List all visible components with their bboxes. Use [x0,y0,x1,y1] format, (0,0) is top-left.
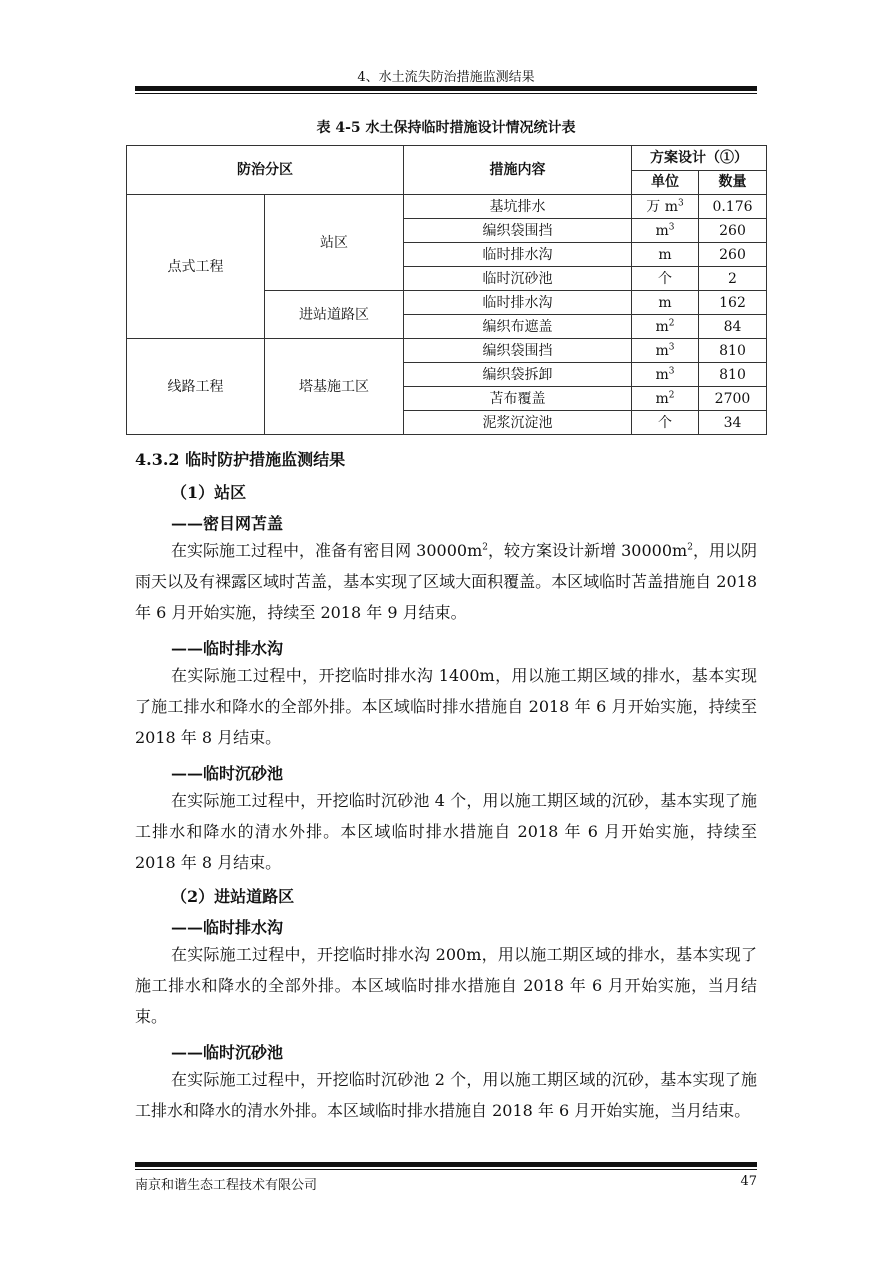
cell-unit: $m^3$ [632,219,699,243]
cell-measure: 编织袋围挡 [404,339,632,363]
item-title-road-drainage-ditch: ——临时排水沟 [171,918,284,937]
footer-rule-thick [135,1162,757,1167]
cell-quantity: 260 [699,219,767,243]
cell-unit: $m^3$ [632,363,699,387]
cell-unit: m [632,243,699,267]
cell-unit: $m^2$ [632,387,699,411]
cell-quantity: 260 [699,243,767,267]
paragraph-mesh-cover: 在实际施工过程中，准备有密目网 $30000m^2$，较方案设计新增 $30000m^2$，用以阴雨天以及有裸露区域时苫盖，基本实现了区域大面积覆盖。本区域临时苫盖措施自 2018 年 6 月开始实施，持续至 2018 年 9 月结束。 [135,541,757,622]
page-header-title: 4、水土流失防治措施监测结果 [357,70,535,85]
design-table [126,145,767,435]
group-tower: 塔基施工区 [265,339,404,435]
header-design: 方案设计（①） [632,146,767,171]
cell-measure: 编织袋围挡 [404,219,632,243]
header-unit: 单位 [632,170,699,195]
item-title-mesh-cover: ——密目网苫盖 [171,514,284,533]
table-caption: 表 4-5 水土保持临时措施设计情况统计表 [316,120,576,136]
header-rule-thick [135,86,757,91]
cell-measure: 苫布覆盖 [404,387,632,411]
footer-company: 南京和谐生态工程技术有限公司 [135,1178,318,1193]
item-title-road-sediment-pond: ——临时沉砂池 [171,1043,284,1062]
cell-quantity: 2 [699,267,767,291]
cell-quantity: 810 [699,339,767,363]
section-title: 4.3.2 临时防护措施监测结果 [135,450,346,469]
table-row [127,339,767,363]
group-point: 点式工程 [127,195,265,339]
paragraph-sediment-pond: 在实际施工过程中，开挖临时沉砂池 4 个，用以施工期区域的沉砂，基本实现了施工排水和降水的清水外排。本区域临时排水措施自 2018 年 6 月开始实施，持续至 2018 年 8 月结束。 [135,791,757,872]
group-station: 站区 [265,195,404,291]
subsection-station: （1）站区 [171,483,247,502]
paragraph-road-sediment-pond: 在实际施工过程中，开挖临时沉砂池 2 个，用以施工期区域的沉砂，基本实现了施工排水和降水的清水外排。本区域临时排水措施自 2018 年 6 月开始实施，当月结束。 [135,1070,757,1120]
group-road: 进站道路区 [265,291,404,339]
cell-quantity: 162 [699,291,767,315]
cell-quantity: 0.176 [699,195,767,219]
header-measure: 措施内容 [404,146,632,195]
paragraph-road-drainage-ditch: 在实际施工过程中，开挖临时排水沟 200m，用以施工期区域的排水，基本实现了施工排水和降水的全部外排。本区域临时排水措施自 2018 年 6 月开始实施，当月结束。 [135,945,757,1026]
table-row [127,195,767,219]
table-header-row [127,146,767,171]
footer-rule-thin [135,1169,757,1170]
cell-measure: 临时排水沟 [404,291,632,315]
cell-unit: $m^2$ [632,315,699,339]
cell-quantity: 34 [699,411,767,435]
subsection-access-road: （2）进站道路区 [171,887,295,906]
cell-quantity: 810 [699,363,767,387]
cell-unit: $m^3$ [632,339,699,363]
header-rule-thin [135,93,757,94]
page-number: 47 [740,1174,757,1189]
header-quantity: 数量 [699,170,767,195]
cell-measure: 编织袋拆卸 [404,363,632,387]
cell-measure: 编织布遮盖 [404,315,632,339]
cell-quantity: 2700 [699,387,767,411]
cell-unit: 个 [632,411,699,435]
cell-unit: m [632,291,699,315]
cell-measure: 临时排水沟 [404,243,632,267]
cell-quantity: 84 [699,315,767,339]
cell-measure: 基坑排水 [404,195,632,219]
item-title-sediment-pond: ——临时沉砂池 [171,764,284,783]
cell-unit: 个 [632,267,699,291]
cell-measure: 临时沉砂池 [404,267,632,291]
cell-measure: 泥浆沉淀池 [404,411,632,435]
header-zone: 防治分区 [127,146,404,195]
cell-unit: 万 $m^3$ [632,195,699,219]
group-line: 线路工程 [127,339,265,435]
item-title-drainage-ditch: ——临时排水沟 [171,639,284,658]
paragraph-drainage-ditch: 在实际施工过程中，开挖临时排水沟 1400m，用以施工期区域的排水，基本实现了施工排水和降水的全部外排。本区域临时排水措施自 2018 年 6 月开始实施，持续至 2018 年 8 月结束。 [135,666,757,747]
